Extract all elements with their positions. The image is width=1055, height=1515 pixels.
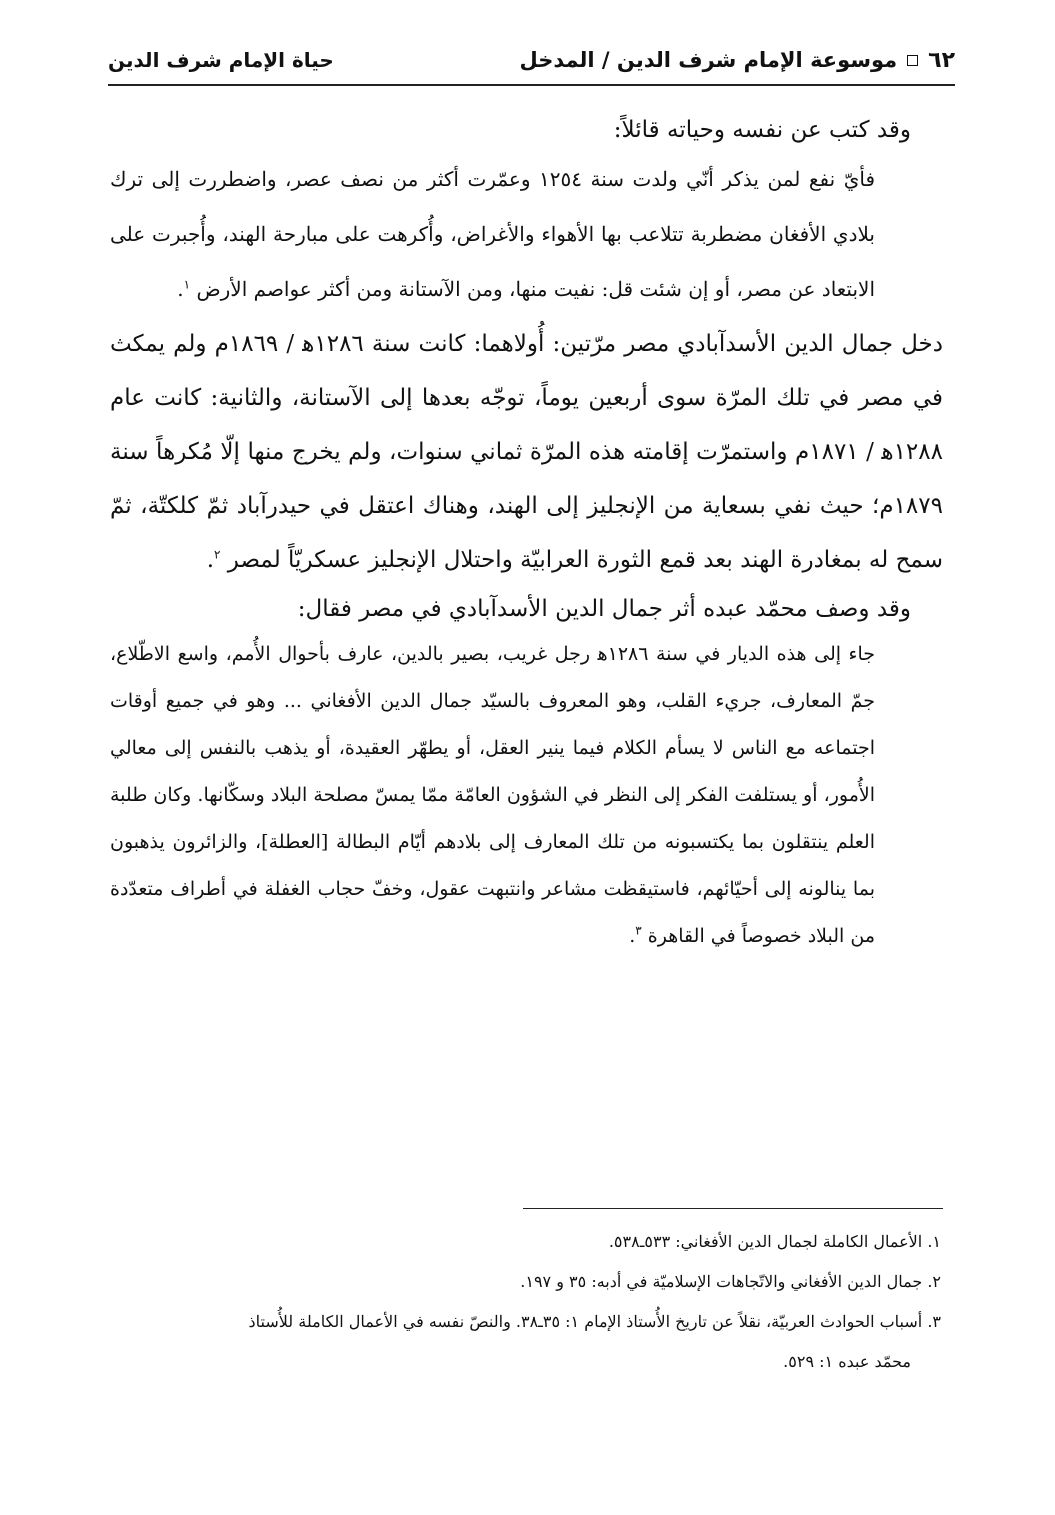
- main-paragraph: [110, 317, 943, 587]
- header-folio: [519, 48, 955, 73]
- footnote-rule: [523, 1208, 943, 1209]
- footnote-3-continued: محمّد عبده ١: ٥٢٩.: [783, 1352, 911, 1371]
- quote-block-2: [110, 631, 943, 960]
- square-ornament-icon: [907, 55, 918, 66]
- footnote-ref-2[interactable]: ٢: [214, 547, 221, 562]
- main-paragraph-text: دخل جمال الدين الأسدآبادي مصر مرّتين: أُولاهما: كانت سنة ١٢٨٦ﻫ / ١٨٦٩م ولم يمكث في مصر في تلك المرّة سوى أربعين يوماً، توجّه بعدها إلى الآستانة، والثانية: كانت عام ١٢٨٨ﻫ / ١٨٧١م واستمرّت إقامته هذه المرّة ثماني سنوات، ولم يخرج منها إلّا مُكرهاً سنة ١٨٧٩م؛ حيث نفي بسعاية من الإنجليز إلى الهند، وهناك اعتقل في حيدرآباد ثمّ كلكتّة، ثمّ سمح له بمغادرة الهند بعد قمع الثورة العرابيّة واحتلال الإنجليز عسكريّاً لمصر: [110, 331, 943, 573]
- header-rule: [108, 84, 955, 86]
- body-text: [110, 108, 943, 960]
- footnote-1: ١. الأعمال الكاملة لجمال الدين الأفغاني: ٥٣٣ـ٥٣٨.: [608, 1232, 941, 1251]
- footnote-2: ٢. جمال الدين الأفغاني والاتّجاهات الإسلاميّة في أدبه: ٣٥ و ١٩٧.: [520, 1272, 941, 1291]
- main-paragraph-end: .: [206, 547, 215, 573]
- quote-block-1: [110, 152, 943, 317]
- intro-line: وقد كتب عن نفسه وحياته قائلاً:: [613, 117, 911, 143]
- quote-2-end: .: [629, 925, 636, 947]
- footnotes: [110, 1222, 941, 1382]
- footnote-ref-1[interactable]: ١: [183, 277, 191, 292]
- running-title: حياة الإمام شرف الدين: [108, 48, 334, 72]
- quote-1-text: فأيّ نفع لمن يذكر أنّي ولدت سنة ١٢٥٤ وعمّرت أكثر من نصف عصر، واضطررت إلى ترك بلادي الأفغان مضطربة تتلاعب بها الأهواء والأغراض، وأُكرهت على مبارحة الهند، وأُجبرت على الابتعاد عن مصر، أو إن شئت قل: نفيت منها، ومن الآستانة ومن أكثر عواصم الأرض: [110, 167, 876, 301]
- footnote-ref-3[interactable]: ٣: [635, 923, 642, 938]
- page-number: ٦٢: [928, 47, 955, 73]
- quote-2-text: جاء إلى هذه الديار في سنة ١٢٨٦ﻫ رجل غريب، بصير بالدين، عارف بأحوال الأُمم، واسع الاطّلاع، جمّ المعارف، جريء القلب، وهو المعروف بالسيّد جمال الدين الأفغاني ... وهو في جميع أوقات اجتماعه مع الناس لا يسأم الكلام فيما ينير العقل، أو يطهّر العقيدة، أو يذهب بالنفس إلى معالي الأُمور، أو يستلفت الفكر إلى النظر في الشؤون العامّة ممّا يمسّ مصلحة البلاد وسكّانها. وكان طلبة العلم ينتقلون بما يكتسبونه من تلك المعارف إلى بلادهم أيّام البطالة [العطلة]، والزائرون يذهبون بما ينالونه إلى أحيّائهم، فاستيقظت مشاعر وانتبهت عقول، وخفّ حجاب الغفلة في أطراف متعدّدة من البلاد خصوصاً في القاهرة: [110, 643, 876, 947]
- intro-line-2: وقد وصف محمّد عبده أثر جمال الدين الأسدآبادي في مصر فقال:: [297, 596, 911, 622]
- footnote-3: ٣. أسباب الحوادث العربيّة، نقلاً عن تاريخ الأُستاذ الإمام ١: ٣٥ـ٣٨. والنصّ نفسه في الأعمال الكاملة للأُستاذ: [248, 1312, 941, 1331]
- book-title: موسوعة الإمام شرف الدين / المدخل: [519, 48, 898, 72]
- page-header: [108, 38, 955, 82]
- quote-1-end: .: [177, 277, 184, 301]
